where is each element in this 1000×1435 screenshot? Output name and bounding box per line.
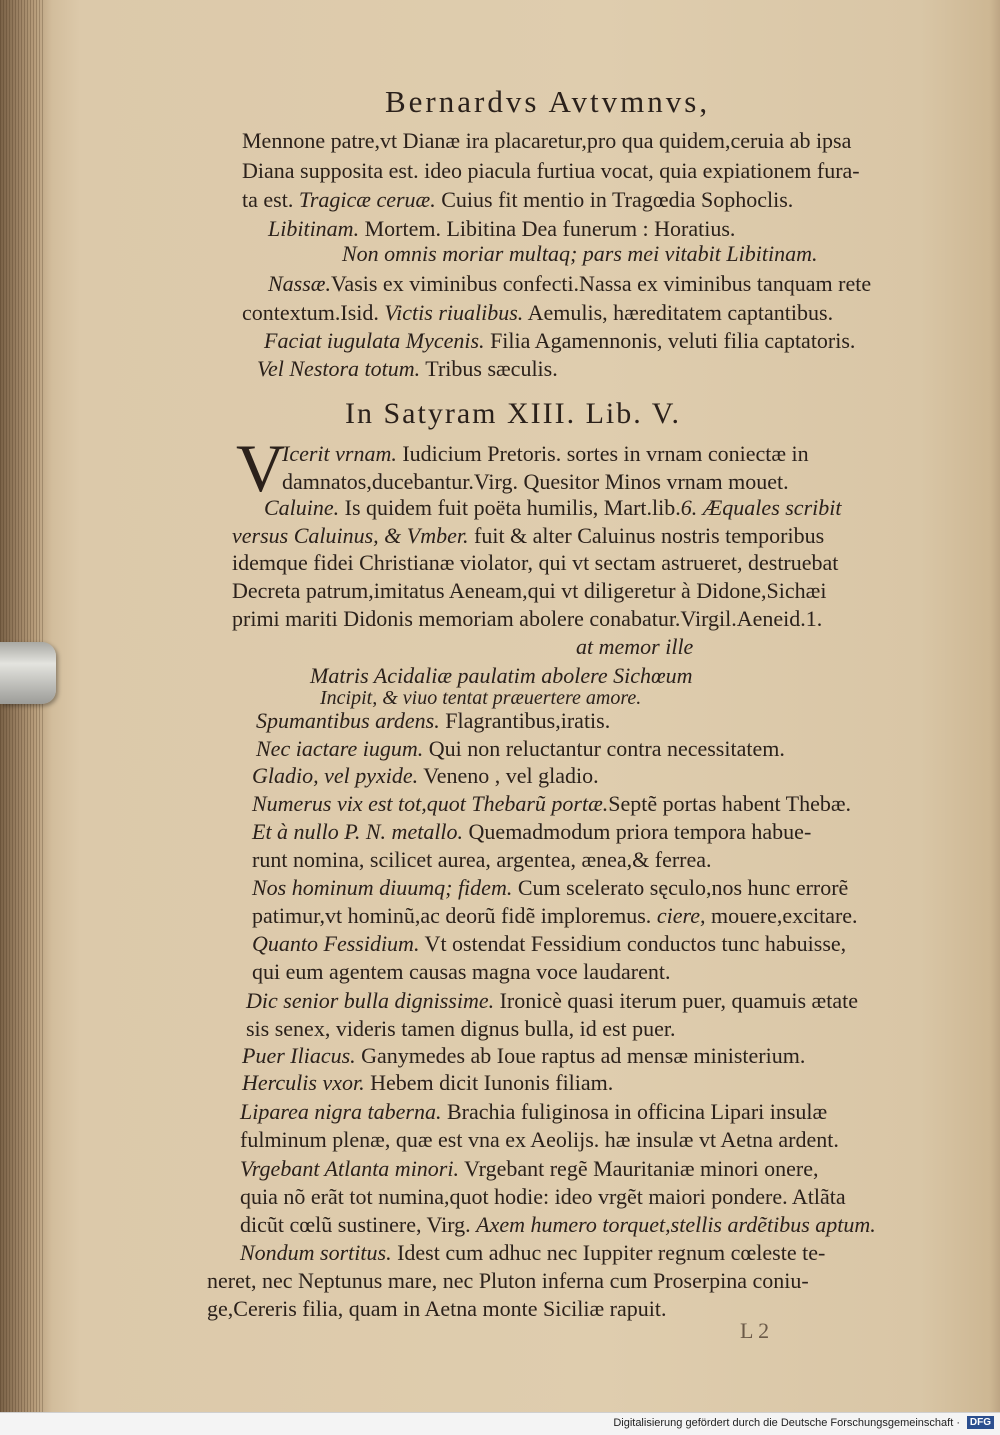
text-line: Nassæ.Vasis ex viminibus confecti.Nassa ex viminibus tanquam rete xyxy=(268,271,872,296)
text-line: Spumantibus ardens. Flagrantibus,iratis. xyxy=(256,708,611,733)
text-line: ta est. Tragicæ ceruæ. Cuius fit mentio in Tragœdia Sophoclis. xyxy=(242,187,794,212)
text-line: Puer Iliacus. Ganymedes ab Ioue raptus ad mensæ ministerium. xyxy=(242,1043,806,1068)
text-line: Vel Nestora totum. Tribus sæculis. xyxy=(257,356,558,381)
text-line: Libitinam. Mortem. Libitina Dea funerum : Horatius. xyxy=(268,216,736,241)
text-line: patimur,vt hominũ,ac deorũ fidẽ imploremus. ciere, mouere,excitare. xyxy=(252,903,858,928)
text-line: quia nõ erãt tot numina,quot hodie: ideo vrgẽt maiori pondere. Atlãta xyxy=(240,1184,846,1209)
text-line: idemque fidei Christianæ violator, qui vt sectam astrueret, destruebat xyxy=(232,550,839,575)
text-line: Faciat iugulata Mycenis. Filia Agamennonis, veluti filia captatoris. xyxy=(264,328,856,353)
text-line: Incipit, & viuo tentat præuertere amore. xyxy=(320,687,642,709)
footer-credit: Digitalisierung gefördert durch die Deutsche Forschungsgemeinschaft · xyxy=(613,1417,960,1429)
text-line: Vrgebant Atlanta minori. Vrgebant regẽ Mauritaniæ minori onere, xyxy=(240,1156,819,1181)
text-line: at memor ille xyxy=(576,634,694,659)
text-line: Non omnis moriar multaq; pars mei vitabit Libitinam. xyxy=(342,241,818,266)
text-line: primi mariti Didonis memoriam abolere conabatur.Virgil.Aeneid.1. xyxy=(232,606,823,631)
text-line: Et à nullo P. N. metallo. Quemadmodum priora tempora habue- xyxy=(252,819,812,844)
text-line: Quanto Fessidium. Vt ostendat Fessidium conductos tunc habuisse, xyxy=(252,931,847,956)
text-line: Gladio, vel pyxide. Veneno , vel gladio. xyxy=(252,763,599,788)
text-line: Mennone patre,vt Dianæ ira placaretur,pro qua quidem,ceruia ab ipsa xyxy=(242,128,852,153)
text-line: fulminum plenæ, quæ est vna ex Aeolijs. hæ insulæ vt Aetna ardent. xyxy=(240,1127,839,1152)
text-line: runt nomina, scilicet aurea, argentea, ænea,& ferrea. xyxy=(252,847,712,872)
text-line: Nos hominum diuumq; fidem. Cum scelerato sęculo,nos hunc errorẽ xyxy=(252,875,849,900)
text-line: Matris Acidaliæ paulatim abolere Sichœum xyxy=(310,663,693,688)
text-line: versus Caluinus, & Vmber. fuit & alter Caluinus nostris temporibus xyxy=(232,523,825,548)
text-line: qui eum agentem causas magna voce laudarent. xyxy=(252,959,671,984)
drop-cap: V xyxy=(236,430,286,506)
text-line: sis senex, videris tamen dignus bulla, id est puer. xyxy=(246,1016,676,1041)
text-line: dicũt cœlũ sustinere, Virg. Axem humero torquet,stellis ardẽtibus aptum. xyxy=(240,1212,876,1237)
text-line: Liparea nigra taberna. Brachia fuliginosa in officina Lipari insulæ xyxy=(240,1099,828,1124)
text-line: contextum.Isid. Victis riualibus. Aemulis, hæreditatem captantibus. xyxy=(242,300,834,325)
text-line: Numerus vix est tot,quot Thebarũ portæ.Septẽ portas habent Thebæ. xyxy=(252,791,852,816)
text-line: Herculis vxor. Hebem dicit Iunonis filiam. xyxy=(242,1070,614,1095)
text-line: Icerit vrnam. Iudicium Pretoris. sortes in vrnam coniectæ in xyxy=(282,441,809,466)
running-head: Bernardvs Avtvmnvs, xyxy=(385,84,711,119)
text-line: Nec iactare iugum. Qui non reluctantur contra necessitatem. xyxy=(256,736,785,761)
text-line: Caluine. Is quidem fuit poëta humilis, Mart.lib.6. Æquales scribit xyxy=(264,495,842,520)
text-line: Diana supposita est. ideo piacula furtiua vocat, quia expiationem fura- xyxy=(242,158,860,183)
text-line: Nondum sortitus. Idest cum adhuc nec Iuppiter regnum cœleste te- xyxy=(240,1240,826,1265)
text-line: Decreta patrum,imitatus Aeneam,qui vt diligeretur à Didone,Sichæi xyxy=(232,578,827,603)
text-line: damnatos,ducebantur.Virg. Quesitor Minos vrnam mouet. xyxy=(282,469,789,494)
signature-mark: L 2 xyxy=(740,1318,770,1343)
text-line: ge,Cereris filia, quam in Aetna monte Siciliæ rapuit. xyxy=(207,1296,667,1321)
text-line: Dic senior bulla dignissime. Ironicè quasi iterum puer, quamuis ætate xyxy=(246,988,858,1013)
digitization-footer xyxy=(0,1412,1000,1435)
text-line: neret, nec Neptunus mare, nec Pluton inferna cum Proserpina coniu- xyxy=(207,1268,809,1293)
dfg-logo: DFG xyxy=(967,1416,994,1429)
section-title: In Satyram XIII. Lib. V. xyxy=(345,397,682,430)
